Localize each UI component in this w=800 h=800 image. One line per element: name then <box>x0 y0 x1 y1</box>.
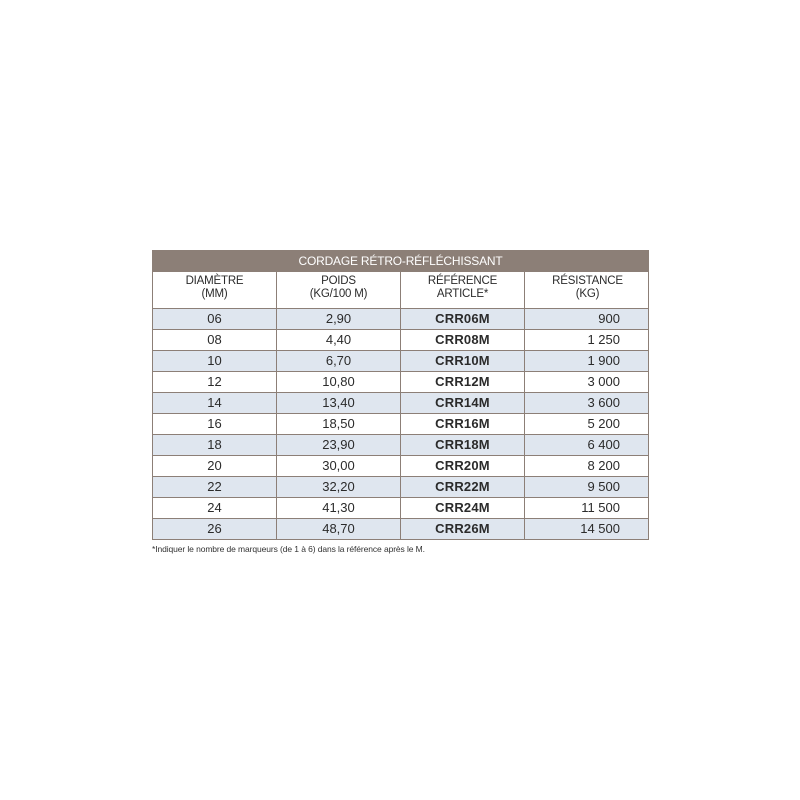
cell-resistance: 1 900 <box>587 353 620 368</box>
cell-resistance: 5 200 <box>587 416 620 431</box>
cell-resistance: 8 200 <box>587 458 620 473</box>
cell-diametre: 22 <box>153 477 277 497</box>
cell-diametre: 12 <box>153 372 277 392</box>
table-row <box>153 477 648 498</box>
table-title: CORDAGE RÉTRO-RÉFLÉCHISSANT <box>152 250 649 272</box>
cell-reference: CRR08M <box>401 330 525 350</box>
header-poids-line2: (KG/100 M) <box>309 288 368 300</box>
cell-reference: CRR10M <box>401 351 525 371</box>
cell-reference: CRR12M <box>401 372 525 392</box>
header-diametre-line1: DIAMÈTRE <box>185 275 244 287</box>
cell-poids: 4,40 <box>277 330 401 350</box>
cell-resistance: 3 600 <box>587 395 620 410</box>
header-diametre <box>153 272 277 308</box>
table-row <box>153 309 648 330</box>
header-reference <box>401 272 525 308</box>
cell-reference: CRR18M <box>401 435 525 455</box>
header-resistance <box>525 272 650 308</box>
header-poids-line1: POIDS <box>321 275 356 287</box>
cell-diametre: 06 <box>153 309 277 329</box>
cell-poids: 41,30 <box>277 498 401 518</box>
cell-reference: CRR14M <box>401 393 525 413</box>
cell-reference: CRR26M <box>401 519 525 539</box>
cell-diametre: 08 <box>153 330 277 350</box>
table-row <box>153 330 648 351</box>
cell-poids: 30,00 <box>277 456 401 476</box>
cell-diametre: 26 <box>153 519 277 539</box>
table-row <box>153 519 648 539</box>
cell-poids: 48,70 <box>277 519 401 539</box>
footnote: *Indiquer le nombre de marqueurs (de 1 à 6) dans la référence après le M. <box>152 544 425 554</box>
cell-reference: CRR06M <box>401 309 525 329</box>
cell-resistance: 9 500 <box>587 479 620 494</box>
table-row <box>153 456 648 477</box>
table-row <box>153 498 648 519</box>
cell-diametre: 24 <box>153 498 277 518</box>
table-row <box>153 351 648 372</box>
header-reference-line2: ARTICLE* <box>436 288 489 300</box>
header-resistance-line2: (KG) <box>575 288 600 300</box>
cell-poids: 18,50 <box>277 414 401 434</box>
cell-resistance: 1 250 <box>587 332 620 347</box>
table-body <box>152 308 649 540</box>
cell-resistance: 6 400 <box>587 437 620 452</box>
table-row <box>153 435 648 456</box>
cell-reference: CRR22M <box>401 477 525 497</box>
cell-resistance: 11 500 <box>581 500 620 515</box>
header-poids <box>277 272 401 308</box>
header-diametre-line2: (MM) <box>201 288 228 300</box>
cell-reference: CRR16M <box>401 414 525 434</box>
cell-poids: 2,90 <box>277 309 401 329</box>
cell-diametre: 14 <box>153 393 277 413</box>
header-resistance-line1: RÉSISTANCE <box>552 275 623 287</box>
spec-table <box>152 250 649 540</box>
cell-poids: 13,40 <box>277 393 401 413</box>
table-row <box>153 372 648 393</box>
cell-resistance: 3 000 <box>587 374 620 389</box>
cell-poids: 10,80 <box>277 372 401 392</box>
cell-poids: 23,90 <box>277 435 401 455</box>
table-row <box>153 414 648 435</box>
cell-diametre: 10 <box>153 351 277 371</box>
cell-reference: CRR24M <box>401 498 525 518</box>
cell-resistance: 900 <box>598 311 620 326</box>
cell-poids: 32,20 <box>277 477 401 497</box>
cell-reference: CRR20M <box>401 456 525 476</box>
header-reference-line1: RÉFÉRENCE <box>427 275 498 287</box>
cell-diametre: 18 <box>153 435 277 455</box>
cell-poids: 6,70 <box>277 351 401 371</box>
cell-resistance: 14 500 <box>580 521 620 536</box>
table-header-row <box>152 272 649 308</box>
cell-diametre: 20 <box>153 456 277 476</box>
table-row <box>153 393 648 414</box>
cell-diametre: 16 <box>153 414 277 434</box>
